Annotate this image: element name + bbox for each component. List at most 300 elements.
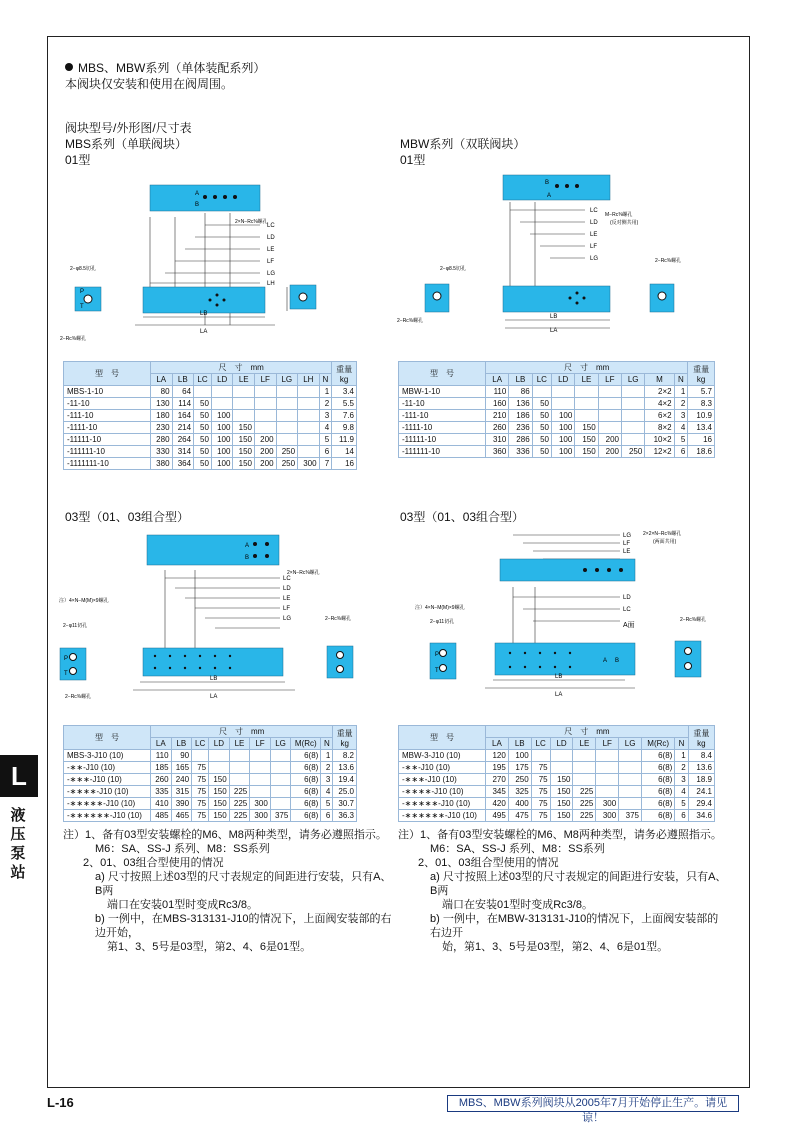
svg-text:LF: LF — [590, 244, 598, 250]
table1-dims-header: 尺 寸 mm — [151, 362, 332, 374]
value-cell — [270, 774, 291, 786]
value-cell: 2 — [675, 762, 688, 774]
value-cell — [229, 750, 250, 762]
svg-text:2−Rc⅜螺孔: 2−Rc⅜螺孔 — [65, 694, 91, 700]
value-cell: 2 — [319, 398, 332, 410]
value-cell — [194, 386, 212, 398]
value-cell — [622, 422, 645, 434]
column-header: LB — [509, 374, 532, 386]
svg-text:2×N−Rc⅜螺孔: 2×N−Rc⅜螺孔 — [287, 570, 320, 576]
column-header: N — [674, 374, 688, 386]
svg-text:LD: LD — [623, 595, 631, 601]
value-cell — [250, 786, 271, 798]
table-row — [64, 750, 357, 762]
value-cell: 8×2 — [645, 422, 674, 434]
value-cell: 380 — [151, 458, 173, 470]
svg-text:注）4×N−M(M)×9螺孔: 注）4×N−M(M)×9螺孔 — [59, 598, 109, 604]
value-cell: 475 — [508, 810, 531, 822]
value-cell: 50 — [532, 434, 551, 446]
note-line: 始，第1、3、5号是03型，第2、4、6是01型。 — [442, 941, 669, 953]
value-cell: 50 — [194, 410, 212, 422]
value-cell: 4 — [321, 786, 333, 798]
value-cell — [270, 798, 291, 810]
value-cell: 186 — [509, 410, 532, 422]
column-header: LF — [598, 374, 621, 386]
value-cell: 225 — [229, 786, 250, 798]
notes-left — [63, 828, 393, 954]
table-mbw-03 — [398, 725, 715, 822]
value-cell: 225 — [573, 810, 596, 822]
value-cell: 6(8) — [291, 762, 321, 774]
note-line: 端口在安装01型时变成Rc3/8。 — [442, 899, 593, 911]
table-row — [64, 434, 357, 446]
table-row — [399, 774, 715, 786]
table-row — [64, 762, 357, 774]
column-header: LC — [192, 738, 209, 750]
svg-text:2−φ11切孔: 2−φ11切孔 — [430, 619, 455, 625]
value-cell: 150 — [550, 774, 573, 786]
value-cell: 13.6 — [333, 762, 357, 774]
value-cell — [575, 386, 598, 398]
value-cell: 16 — [332, 458, 357, 470]
value-cell: 270 — [486, 774, 509, 786]
value-cell: 6(8) — [642, 810, 675, 822]
value-cell: 2×2 — [645, 386, 674, 398]
table4-weight-header: 重量 kg — [688, 726, 714, 750]
svg-text:LC: LC — [267, 223, 275, 229]
value-cell: 200 — [255, 434, 277, 446]
value-cell: 150 — [209, 774, 230, 786]
svg-text:LD: LD — [283, 586, 291, 592]
value-cell: 364 — [172, 458, 194, 470]
value-cell: 50 — [194, 458, 212, 470]
column-header: LD — [209, 738, 230, 750]
column-header: LF — [255, 374, 277, 386]
table-row — [399, 422, 715, 434]
value-cell: 1 — [674, 386, 688, 398]
value-cell: 10.9 — [688, 410, 715, 422]
svg-text:2×N−Rc⅜螺孔: 2×N−Rc⅜螺孔 — [235, 219, 268, 225]
value-cell: 2 — [321, 762, 333, 774]
model-cell: -11-10 — [399, 398, 486, 410]
value-cell: 250 — [508, 774, 531, 786]
value-cell: 24.1 — [688, 786, 714, 798]
value-cell: 19.4 — [333, 774, 357, 786]
value-cell — [573, 762, 596, 774]
value-cell: 6(8) — [642, 774, 675, 786]
value-cell: 8.3 — [688, 398, 715, 410]
column-header: LC — [532, 374, 551, 386]
value-cell: 34.6 — [688, 810, 714, 822]
mbw03-block-front — [495, 643, 635, 675]
value-cell: 375 — [619, 810, 642, 822]
value-cell: 50 — [194, 422, 212, 434]
svg-text:LB: LB — [200, 311, 208, 317]
svg-text:LE: LE — [590, 232, 598, 238]
value-cell: 4 — [319, 422, 332, 434]
table-row — [64, 774, 357, 786]
caption-type-03-right: 03型（01、03组合型） — [400, 510, 525, 524]
value-cell: 400 — [508, 798, 531, 810]
svg-text:2−φ8.5切孔: 2−φ8.5切孔 — [440, 266, 466, 272]
value-cell: 6(8) — [642, 786, 675, 798]
model-cell: MBS-3-J10 (10) — [64, 750, 151, 762]
mbs03-block-side-right — [327, 646, 353, 678]
svg-text:2×2×N−Rc⅜螺孔: 2×2×N−Rc⅜螺孔 — [643, 531, 682, 537]
table-row — [64, 810, 357, 822]
value-cell: 185 — [151, 762, 172, 774]
svg-text:T: T — [80, 304, 84, 310]
svg-text:LC: LC — [590, 208, 598, 214]
value-cell — [596, 786, 619, 798]
value-cell: 18.6 — [688, 446, 715, 458]
value-cell: 150 — [233, 446, 255, 458]
value-cell: 100 — [211, 422, 233, 434]
drawing-mbs-01 — [55, 175, 395, 355]
table-mbs-01 — [63, 361, 357, 470]
value-cell: 6 — [674, 446, 688, 458]
note-line: 2、01、03组合型使用的情况 — [418, 857, 559, 869]
value-cell — [250, 750, 271, 762]
model-cell: MBS-1-10 — [64, 386, 151, 398]
value-cell: 13.6 — [688, 762, 714, 774]
value-cell: 180 — [151, 410, 173, 422]
mbw03-block-side-right — [675, 641, 701, 677]
table-row — [399, 762, 715, 774]
value-cell: 214 — [172, 422, 194, 434]
value-cell — [209, 750, 230, 762]
value-cell: 465 — [171, 810, 192, 822]
value-cell: 6(8) — [291, 786, 321, 798]
table2-dims-header: 尺 寸 mm — [486, 362, 688, 374]
value-cell: 90 — [171, 750, 192, 762]
value-cell — [598, 398, 621, 410]
value-cell — [298, 386, 320, 398]
svg-text:2−Rc⅜螺孔: 2−Rc⅜螺孔 — [397, 318, 423, 324]
value-cell: 75 — [192, 810, 209, 822]
value-cell: 200 — [255, 446, 277, 458]
value-cell: 310 — [486, 434, 509, 446]
page-number: L-16 — [47, 1095, 74, 1110]
value-cell: 50 — [194, 398, 212, 410]
value-cell — [619, 774, 642, 786]
value-cell: 360 — [486, 446, 509, 458]
column-header: LC — [531, 738, 550, 750]
table-row — [64, 398, 357, 410]
bullet-icon — [65, 63, 73, 71]
caption-type-03-left: 03型（01、03组合型） — [65, 510, 190, 524]
value-cell: 8.2 — [333, 750, 357, 762]
value-cell — [233, 410, 255, 422]
value-cell: 5.7 — [688, 386, 715, 398]
value-cell: 300 — [250, 798, 271, 810]
value-cell: 314 — [172, 446, 194, 458]
value-cell: 150 — [550, 786, 573, 798]
mbw03-block-top — [500, 559, 635, 581]
model-cell: -∗∗∗∗∗-J10 (10) — [64, 798, 151, 810]
value-cell — [276, 398, 298, 410]
column-header: LG — [619, 738, 642, 750]
mbw03-block-side-left — [430, 643, 456, 679]
table-row — [399, 810, 715, 822]
model-cell: -∗∗∗∗∗∗-J10 (10) — [399, 810, 486, 822]
value-cell — [550, 762, 573, 774]
value-cell: 200 — [598, 434, 621, 446]
value-cell: 6 — [675, 810, 688, 822]
value-cell: 210 — [486, 410, 509, 422]
value-cell: 5 — [675, 798, 688, 810]
table3-weight-header: 重量 kg — [333, 726, 357, 750]
value-cell: 410 — [151, 798, 172, 810]
svg-text:LD: LD — [267, 235, 275, 241]
caption-mbw-series: MBW系列（双联阀块） — [400, 137, 526, 151]
value-cell — [211, 386, 233, 398]
value-cell — [575, 410, 598, 422]
value-cell — [573, 750, 596, 762]
svg-text:LG: LG — [283, 616, 292, 622]
value-cell: 10×2 — [645, 434, 674, 446]
column-header: LD — [552, 374, 575, 386]
table-row — [64, 422, 357, 434]
value-cell: 250 — [622, 446, 645, 458]
svg-text:2−Rc⅜螺孔: 2−Rc⅜螺孔 — [655, 258, 681, 264]
svg-text:LA: LA — [550, 328, 558, 334]
series-title: MBS、MBW系列（单体装配系列） — [65, 61, 265, 76]
drawing-mbw-01 — [395, 170, 715, 335]
value-cell: 50 — [532, 422, 551, 434]
svg-text:A: A — [547, 193, 552, 199]
section-tab-label: 液 压 泵 站 — [10, 807, 26, 881]
value-cell: 16 — [688, 434, 715, 446]
value-cell: 4 — [674, 422, 688, 434]
value-cell: 150 — [233, 434, 255, 446]
value-cell: 260 — [486, 422, 509, 434]
value-cell: 2 — [674, 398, 688, 410]
value-cell — [619, 798, 642, 810]
value-cell — [276, 422, 298, 434]
value-cell: 336 — [509, 446, 532, 458]
column-header: M — [645, 374, 674, 386]
model-cell: -∗∗∗∗-J10 (10) — [399, 786, 486, 798]
value-cell: 8.4 — [688, 750, 714, 762]
value-cell: 114 — [172, 398, 194, 410]
value-cell — [233, 386, 255, 398]
value-cell: 150 — [575, 422, 598, 434]
svg-text:B: B — [615, 658, 620, 664]
model-cell: MBW-3-J10 (10) — [399, 750, 486, 762]
svg-text:LB: LB — [210, 676, 218, 682]
model-cell: -1111-10 — [64, 422, 151, 434]
value-cell: 100 — [552, 410, 575, 422]
value-cell: 150 — [209, 798, 230, 810]
value-cell — [298, 434, 320, 446]
value-cell: 75 — [192, 762, 209, 774]
value-cell: 50 — [532, 410, 551, 422]
value-cell: 100 — [552, 422, 575, 434]
model-cell: -∗∗∗-J10 (10) — [64, 774, 151, 786]
model-cell: -1111111-10 — [64, 458, 151, 470]
value-cell — [596, 762, 619, 774]
value-cell: 9.8 — [332, 422, 357, 434]
value-cell: 375 — [270, 810, 291, 822]
table-row — [399, 798, 715, 810]
value-cell — [229, 774, 250, 786]
column-header: N — [319, 374, 332, 386]
svg-text:LC: LC — [283, 576, 291, 582]
table4-dims-header: 尺 寸 mm — [486, 726, 689, 738]
value-cell — [619, 786, 642, 798]
value-cell: 29.4 — [688, 798, 714, 810]
value-cell — [233, 398, 255, 410]
table-mbw-01 — [398, 361, 715, 458]
value-cell: 100 — [211, 434, 233, 446]
svg-text:LC: LC — [623, 607, 631, 613]
value-cell: 390 — [171, 798, 192, 810]
value-cell: 75 — [192, 798, 209, 810]
table-row — [399, 410, 715, 422]
value-cell — [552, 386, 575, 398]
value-cell: 50 — [194, 434, 212, 446]
value-cell: 50 — [532, 398, 551, 410]
table-row — [64, 798, 357, 810]
value-cell: 5 — [321, 798, 333, 810]
value-cell: 64 — [172, 386, 194, 398]
value-cell: 36.3 — [333, 810, 357, 822]
value-cell — [619, 762, 642, 774]
value-cell — [622, 386, 645, 398]
column-header: LA — [151, 374, 173, 386]
table-row — [399, 446, 715, 458]
svg-text:LE: LE — [283, 596, 291, 602]
value-cell: 75 — [531, 810, 550, 822]
value-cell — [531, 750, 550, 762]
value-cell: 7.6 — [332, 410, 357, 422]
value-cell: 225 — [229, 810, 250, 822]
column-header: LG — [276, 374, 298, 386]
model-cell: -∗∗∗-J10 (10) — [399, 774, 486, 786]
svg-text:P: P — [80, 289, 85, 295]
value-cell: 136 — [509, 398, 532, 410]
value-cell: 75 — [192, 774, 209, 786]
svg-text:P: P — [64, 656, 69, 662]
value-cell: 11.9 — [332, 434, 357, 446]
column-header: LE — [229, 738, 250, 750]
value-cell: 75 — [531, 798, 550, 810]
value-cell — [598, 386, 621, 398]
value-cell: 110 — [486, 386, 509, 398]
caption-type-01-left: 01型 — [65, 153, 91, 167]
value-cell — [575, 398, 598, 410]
model-cell: -∗∗∗∗∗-J10 (10) — [399, 798, 486, 810]
svg-text:LB: LB — [555, 674, 563, 680]
value-cell — [276, 434, 298, 446]
value-cell: 495 — [486, 810, 509, 822]
table3-model-header: 型 号 — [64, 726, 151, 750]
column-header: LG — [622, 374, 645, 386]
value-cell: 75 — [192, 786, 209, 798]
column-header: LA — [486, 374, 509, 386]
value-cell: 200 — [598, 446, 621, 458]
model-cell: -11111-10 — [399, 434, 486, 446]
model-cell: -∗∗-J10 (10) — [64, 762, 151, 774]
value-cell: 13.4 — [688, 422, 715, 434]
value-cell — [276, 386, 298, 398]
svg-text:LF: LF — [623, 541, 631, 547]
model-cell: -111-10 — [64, 410, 151, 422]
svg-text:LA: LA — [200, 329, 208, 335]
model-cell: -∗∗∗∗∗∗-J10 (10) — [64, 810, 151, 822]
svg-text:(两面共用): (两面共用) — [653, 539, 677, 545]
value-cell — [276, 410, 298, 422]
value-cell: 264 — [172, 434, 194, 446]
value-cell — [596, 750, 619, 762]
table1-weight-header: 重量 kg — [332, 362, 357, 386]
value-cell: 6(8) — [291, 810, 321, 822]
value-cell: 3 — [675, 774, 688, 786]
svg-text:LF: LF — [267, 259, 275, 265]
value-cell: 14 — [332, 446, 357, 458]
value-cell: 240 — [171, 774, 192, 786]
value-cell: 230 — [151, 422, 173, 434]
column-header: LB — [508, 738, 531, 750]
value-cell: 345 — [486, 786, 509, 798]
column-header: N — [675, 738, 688, 750]
value-cell — [270, 750, 291, 762]
value-cell — [192, 750, 209, 762]
value-cell: 300 — [596, 810, 619, 822]
value-cell: 165 — [171, 762, 192, 774]
table-row — [399, 750, 715, 762]
value-cell: 4×2 — [645, 398, 674, 410]
model-cell: -11111-10 — [64, 434, 151, 446]
value-cell: 100 — [211, 410, 233, 422]
table2-weight-header: 重量 kg — [688, 362, 715, 386]
svg-text:B: B — [545, 180, 550, 186]
model-cell: -11-10 — [64, 398, 151, 410]
value-cell: 300 — [596, 798, 619, 810]
mbs01-block-front — [143, 287, 265, 313]
value-cell: 6×2 — [645, 410, 674, 422]
value-cell: 75 — [531, 774, 550, 786]
value-cell — [255, 422, 277, 434]
value-cell — [298, 410, 320, 422]
value-cell — [598, 410, 621, 422]
svg-text:LE: LE — [267, 247, 275, 253]
value-cell: 300 — [298, 458, 320, 470]
value-cell: 110 — [151, 750, 172, 762]
value-cell: 120 — [486, 750, 509, 762]
value-cell — [211, 398, 233, 410]
note-line: 注）1、备有03型安装螺栓的M6、M8两种类型，请务必遵照指示。 — [398, 829, 722, 841]
svg-text:A: A — [195, 191, 200, 197]
value-cell: 5 — [674, 434, 688, 446]
mbw01-block-front — [503, 286, 610, 312]
value-cell — [270, 762, 291, 774]
value-cell: 330 — [151, 446, 173, 458]
value-cell: 236 — [509, 422, 532, 434]
value-cell: 150 — [233, 422, 255, 434]
table-row — [64, 446, 357, 458]
value-cell — [255, 386, 277, 398]
value-cell: 1 — [675, 750, 688, 762]
series-description: 本阀块仅安装和使用在阀周围。 — [65, 77, 234, 91]
model-cell: -111111-10 — [64, 446, 151, 458]
value-cell: 6(8) — [642, 798, 675, 810]
table-row — [64, 786, 357, 798]
value-cell — [255, 410, 277, 422]
note-line: b) 一例中，在MBS-313131-J10的情况下，上面阀安装部的右边开始， — [95, 913, 392, 939]
column-header: M(Rc) — [291, 738, 321, 750]
